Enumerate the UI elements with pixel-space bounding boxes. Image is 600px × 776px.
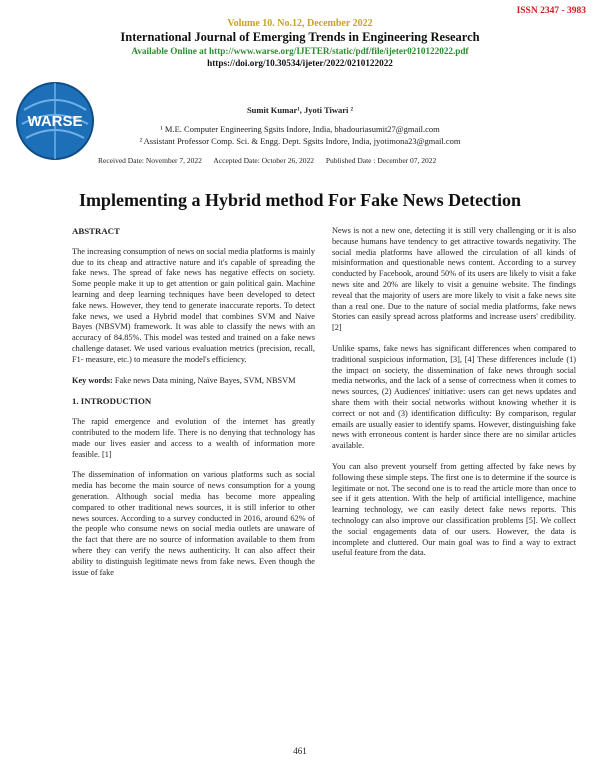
received-date: Received Date: November 7, 2022 xyxy=(98,156,202,165)
intro-paragraph-1: The rapid emergence and evolution of the internet has greatly contributed to the modern life. There is no denying that technology has made our lives easier and access to a wealth of information more feasible. [1] xyxy=(72,417,315,459)
abstract-text: The increasing consumption of news on social media platforms is mainly due to its cheap and attractive nature and it's capable of spreading the fake news. The spread of fake news has negative effects on society. Some people make it up to get attention or gain political gain. Machine learning and deep learning techniques have been developed to detect fake news. However, they tend to generate inaccurate reports. To detect fake news, we used a Hybrid model that combines SVM and Naive Bayes (NBSVM) framework. It was able to classify the news with an accuracy of 84.85%. This model was tested and trained on a fake news challenge dataset. We used various evaluation metrics (precision, recall, F1- measure, etc.) to measure the model's efficiency. xyxy=(72,246,315,364)
right-paragraph-3: You can also prevent yourself from getting affected by fake news by following these simple steps. The first one is to determine if the source is legitimate or not. The second one is to read the article more than once to see if it gets attention. With the help of artificial intelligence, machine learning technology, we can easily detect fake news reports. This technology can also improve our classification problems [5]. We collect the social engagements data of our users. However, the data is incomplete and cluttered. Our main goal was to find a way to extract useful feature from the data. xyxy=(332,461,576,558)
left-column xyxy=(72,226,315,588)
volume-line: Volume 10. No.12, December 2022 xyxy=(227,18,373,29)
affiliation-2: ² Assistant Professor Comp. Sci. & Engg. Dept. Sgsits Indore, India, jyotimona23@gmail.com xyxy=(139,136,461,146)
available-online-link[interactable]: Available Online at http://www.warse.org/IJETER/static/pdf/file/ijeter0210122022.pdf xyxy=(131,46,469,56)
author-names: Sumit Kumar¹, Jyoti Tiwari ² xyxy=(246,105,354,115)
keywords-text: Fake news Data mining, Naïve Bayes, SVM, NBSVM xyxy=(112,375,296,385)
abstract-heading: ABSTRACT xyxy=(72,226,120,236)
issn-label: ISSN 2347 - 3983 xyxy=(516,6,586,16)
right-paragraph-1: News is not a new one, detecting it is still very challenging or it is also because humans have tendency to get attractive towards negativity. The social media platforms have allowed the circulation of all kinds of misinformation and questionable news content. According to a survey conducted by Facebook, around 50% of its users are likely to visit a fake news site and 20% are likely to visit a genuine website. The findings reveal that the majority of users are more likely to visit a fake news site than a real one. Due to the nature of social media platforms, fake news Stories can easily spread across platforms and increase users' credibility. [2] xyxy=(332,226,576,333)
intro-paragraph-2: The dissemination of information on various platforms such as social media has become the main source of news consumption for a young generation. Although social media has become more appealing compared to other traditional news sources, it is still inferior to other news sources. According to a survey conducted in 2016, around 62% of the people who consume news on social media outlets are unaware of the fact that there are no source of information available to them from where they can verify the news authenticity. It can also affect their ability to distinguish legitimate news from fake news. Even though the issue of fake xyxy=(72,470,315,577)
published-date: Published Date : December 07, 2022 xyxy=(325,156,437,165)
right-column xyxy=(332,226,576,569)
journal-title: International Journal of Emerging Trends in Engineering Research xyxy=(120,30,480,44)
keywords-label: Key words: xyxy=(72,375,113,385)
dates-line xyxy=(98,156,446,165)
paper-title: Implementing a Hybrid method For Fake News Detection xyxy=(78,190,522,210)
affiliation-1: ¹ M.E. Computer Engineering Sgsits Indore, India, bhadouriasumit27@gmail.com xyxy=(160,124,440,134)
logo-text: WARSE xyxy=(27,113,83,130)
doi-link[interactable]: https://doi.org/10.30534/ijeter/2022/0210122022 xyxy=(207,58,393,68)
page-number: 461 xyxy=(293,746,307,756)
warse-logo xyxy=(14,80,96,162)
right-paragraph-2: Unlike spams, fake news has significant differences when compared to traditional suspicious information, [3], [4] These differences include (1) the impact on society, the dissemination of fake news through social media networks, and the lack of a sense of correctness when it comes to news sources, (2) Audiences' initiative: users can get news updates and share them with their social networks without knowing whether it is correct or not and (3) identification difficulty: By comparison, regular emails are usually easier to identify spams. However, distinguishing fake news with erroneous content is harder since there are no similar articles available. xyxy=(332,343,576,451)
accepted-date: Accepted Date: October 26, 2022 xyxy=(213,156,314,165)
introduction-heading: 1. INTRODUCTION xyxy=(72,396,152,407)
keywords xyxy=(72,376,315,387)
